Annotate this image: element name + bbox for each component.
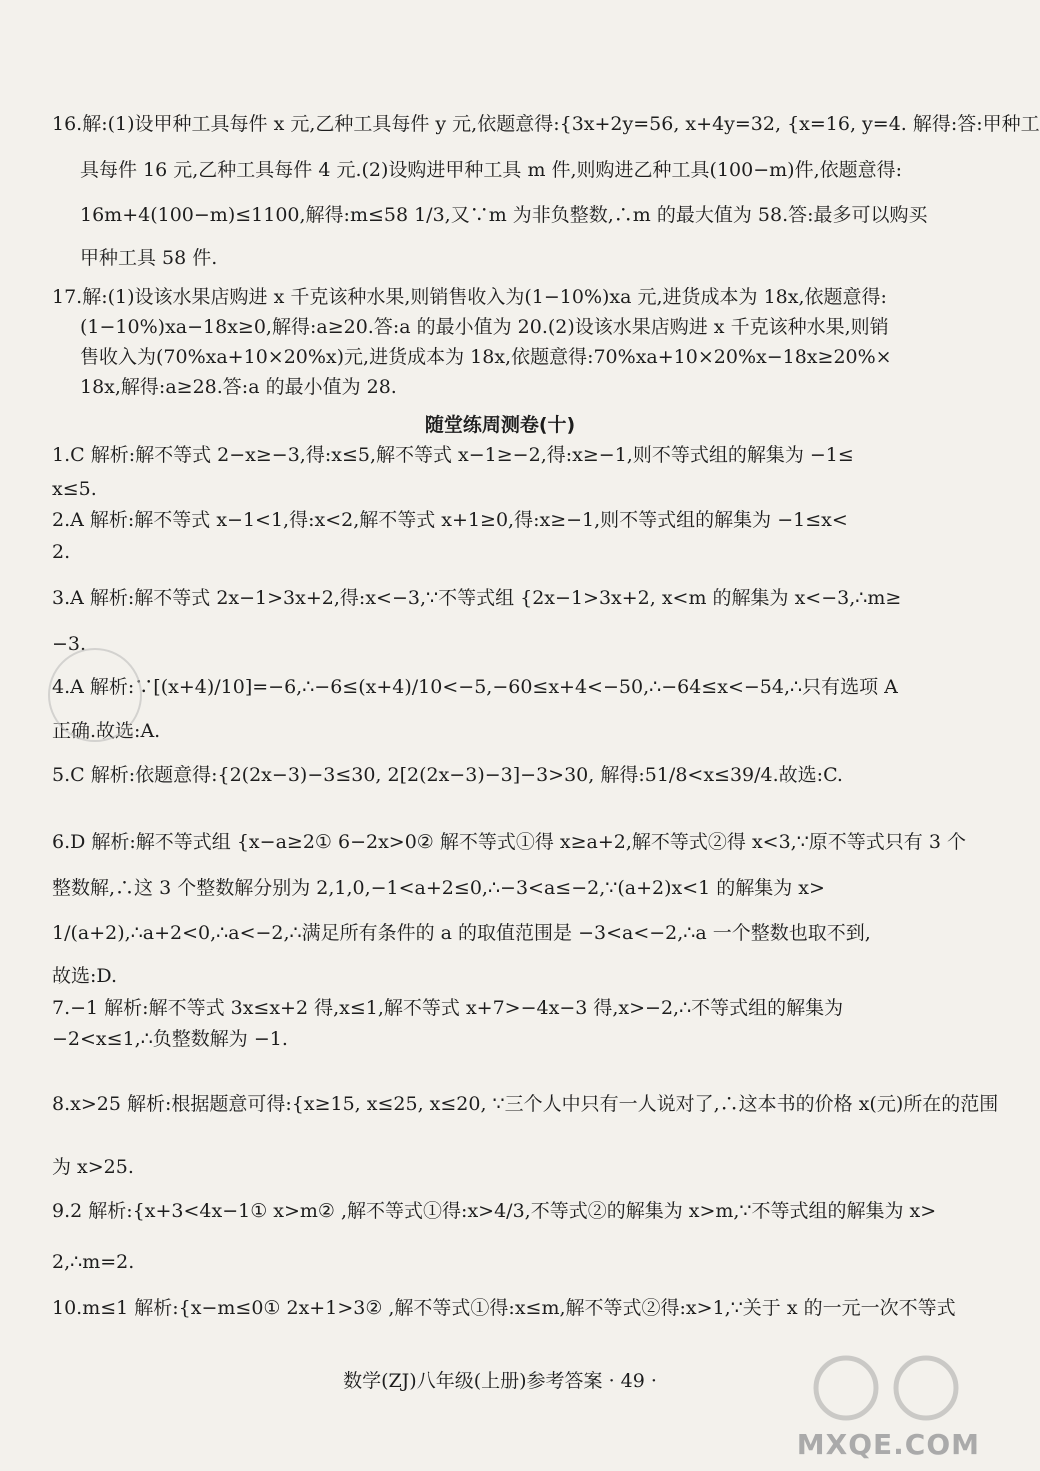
a6-line-2: 整数解,∴这 3 个整数解分别为 2,1,0,−1<a+2≤0,∴−3<a≤−2,∵(a+2)x<1 的解集为 x> bbox=[52, 877, 825, 899]
a6-line-4: 故选:D. bbox=[52, 965, 117, 987]
watermark-text: MXQE.COM bbox=[796, 1428, 980, 1461]
a5-line-1: 5.C 解析:依题意得:{2(2x−3)−3≤30, 2[2(2x−3)−3]−3>30, 解得:51/8<x≤39/4.故选:C. bbox=[52, 764, 843, 786]
a9-line-2: 2,∴m=2. bbox=[52, 1251, 135, 1273]
a10-line-1: 10.m≤1 解析:{x−m≤0① 2x+1>3② ,解不等式①得:x≤m,解不等式②得:x>1,∵关于 x 的一元一次不等式 bbox=[52, 1297, 956, 1319]
p17-line-4: 18x,解得:a≥28.答:a 的最小值为 28. bbox=[80, 376, 397, 398]
a4-line-2: 正确.故选:A. bbox=[52, 720, 161, 742]
a1-line-2: x≤5. bbox=[52, 478, 97, 500]
page-footer: 数学(ZJ)八年级(上册)参考答案 · 49 · bbox=[343, 1370, 657, 1392]
section-title: 随堂练周测卷(十) bbox=[424, 414, 576, 436]
a6-line-1: 6.D 解析:解不等式组 {x−a≥2① 6−2x>0② 解不等式①得 x≥a+2,解不等式②得 x<3,∵原不等式只有 3 个 bbox=[52, 831, 966, 853]
p17-line-1: 17.解:(1)设该水果店购进 x 千克该种水果,则销售收入为(1−10%)xa 元,进货成本为 18x,依题意得: bbox=[52, 286, 887, 308]
a7-line-1: 7.−1 解析:解不等式 3x≤x+2 得,x≤1,解不等式 x+7>−4x−3 得,x>−2,∴不等式组的解集为 bbox=[52, 997, 844, 1019]
stamp-icon bbox=[48, 648, 142, 742]
a8-line-1: 8.x>25 解析:根据题意可得:{x≥15, x≤25, x≤20, ∵三个人中只有一人说对了,∴这本书的价格 x(元)所在的范围 bbox=[52, 1093, 999, 1115]
a2-line-1: 2.A 解析:解不等式 x−1<1,得:x<2,解不等式 x+1≥0,得:x≥−1,则不等式组的解集为 −1≤x< bbox=[52, 509, 848, 531]
p16-line-2: 具每件 16 元,乙种工具每件 4 元.(2)设购进甲种工具 m 件,则购进乙种工具(100−m)件,依题意得: bbox=[80, 159, 903, 181]
a7-line-2: −2<x≤1,∴负整数解为 −1. bbox=[52, 1028, 288, 1050]
a3-line-1: 3.A 解析:解不等式 2x−1>3x+2,得:x<−3,∵不等式组 {2x−1>3x+2, x<m 的解集为 x<−3,∴m≥ bbox=[52, 587, 902, 609]
a3-line-2: −3. bbox=[52, 633, 87, 655]
a2-line-2: 2. bbox=[52, 541, 71, 563]
a6-line-3: 1/(a+2),∴a+2<0,∴a<−2,∴满足所有条件的 a 的取值范围是 −3<a<−2,∴a 一个整数也取不到, bbox=[52, 922, 871, 944]
a1-line-1: 1.C 解析:解不等式 2−x≥−3,得:x≤5,解不等式 x−1≥−2,得:x≥−1,则不等式组的解集为 −1≤ bbox=[52, 444, 854, 466]
a8-line-2: 为 x>25. bbox=[52, 1156, 134, 1178]
a4-line-1: 4.A 解析:∵[(x+4)/10]=−6,∴−6≤(x+4)/10<−5,−60≤x+4<−50,∴−64≤x<−54,∴只有选项 A bbox=[52, 676, 898, 698]
p16-line-3: 16m+4(100−m)≤1100,解得:m≤58 1/3,又∵m 为非负整数,∴m 的最大值为 58.答:最多可以购买 bbox=[80, 204, 928, 226]
a9-line-1: 9.2 解析:{x+3<4x−1① x>m② ,解不等式①得:x>4/3,不等式②的解集为 x>m,∵不等式组的解集为 x> bbox=[52, 1200, 937, 1222]
p17-line-3: 售收入为(70%xa+10×20%x)元,进货成本为 18x,依题意得:70%xa+10×20%x−18x≥20%× bbox=[80, 346, 892, 368]
p17-line-2: (1−10%)xa−18x≥0,解得:a≥20.答:a 的最小值为 20.(2)设该水果店购进 x 千克该种水果,则销 bbox=[80, 316, 889, 338]
p16-line-4: 甲种工具 58 件. bbox=[80, 247, 218, 269]
p16-line-1: 16.解:(1)设甲种工具每件 x 元,乙种工具每件 y 元,依题意得:{3x+2y=56, x+4y=32, {x=16, y=4. 解得:答:甲种工 bbox=[52, 113, 1040, 135]
